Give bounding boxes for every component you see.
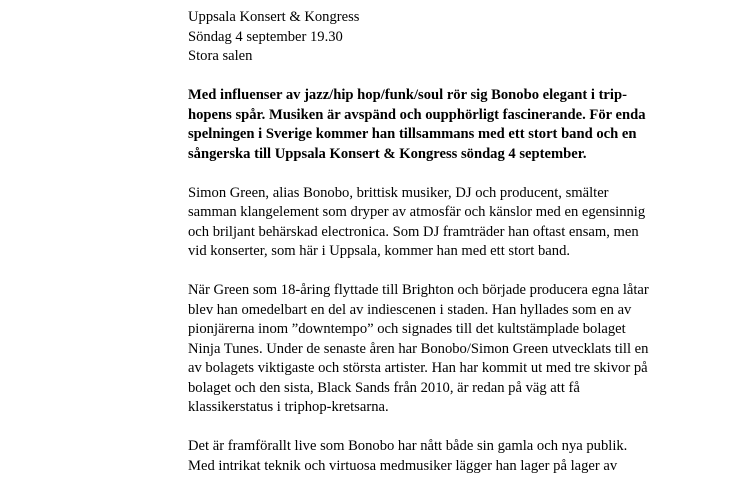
body-line: Det är framförallt live som Bonobo har nått både sin gamla och nya publik. bbox=[188, 438, 628, 454]
body-line: av bolagets viktigaste och största artister. Han har kommit ut med tre skivor på bbox=[188, 360, 648, 376]
lead-line: spelningen i Sverige kommer han tillsammans med ett stort band och en bbox=[188, 126, 637, 142]
event-date-time: Söndag 4 september 19.30 bbox=[188, 28, 343, 45]
document-page bbox=[188, 8, 648, 496]
body-line: Simon Green, alias Bonobo, brittisk musiker, DJ och producent, smälter bbox=[188, 184, 609, 201]
event-header bbox=[188, 8, 648, 67]
lead-line: hopens spår. Musiken är avspänd och oupphörligt fascinerande. För enda bbox=[188, 106, 646, 123]
lead-paragraph bbox=[188, 86, 648, 164]
lead-line: Med influenser av jazz/hip hop/funk/soul rör sig Bonobo elegant i trip- bbox=[188, 87, 627, 103]
body-line: och briljant behärskad electronica. Som DJ framträder han oftast ensam, men bbox=[188, 223, 639, 240]
body-line: samman klangelement som dryper av atmosfär och känslor med en egensinnig bbox=[188, 204, 646, 220]
body-line: klassikerstatus i triphop-kretsarna. bbox=[188, 399, 389, 415]
lead-line: sångerska till Uppsala Konsert & Kongress söndag 4 september. bbox=[188, 145, 587, 162]
body-line: Med intrikat teknik och virtuosa medmusiker lägger han lager på lager av bbox=[188, 457, 618, 474]
body-paragraph-2 bbox=[188, 281, 648, 418]
hall-name: Stora salen bbox=[188, 48, 253, 64]
body-paragraph-1 bbox=[188, 184, 648, 262]
body-paragraph-3 bbox=[188, 437, 648, 476]
body-line: bolaget och den sista, Black Sands från 2010, är redan på väg att få bbox=[188, 379, 580, 396]
body-line: Ninja Tunes. Under de senaste åren har Bonobo/Simon Green utvecklats till en bbox=[188, 340, 649, 357]
venue-name: Uppsala Konsert & Kongress bbox=[188, 9, 360, 25]
body-line: vid konserter, som här i Uppsala, kommer han med ett stort band. bbox=[188, 243, 571, 259]
body-line: pionjärerna inom ”downtempo” och signades till det kultstämplade bolaget bbox=[188, 321, 626, 337]
body-line: blev han omedelbart en del av indiescenen i staden. Han hyllades som en av bbox=[188, 301, 632, 318]
body-line: När Green som 18-åring flyttade till Brighton och började producera egna låtar bbox=[188, 282, 649, 298]
